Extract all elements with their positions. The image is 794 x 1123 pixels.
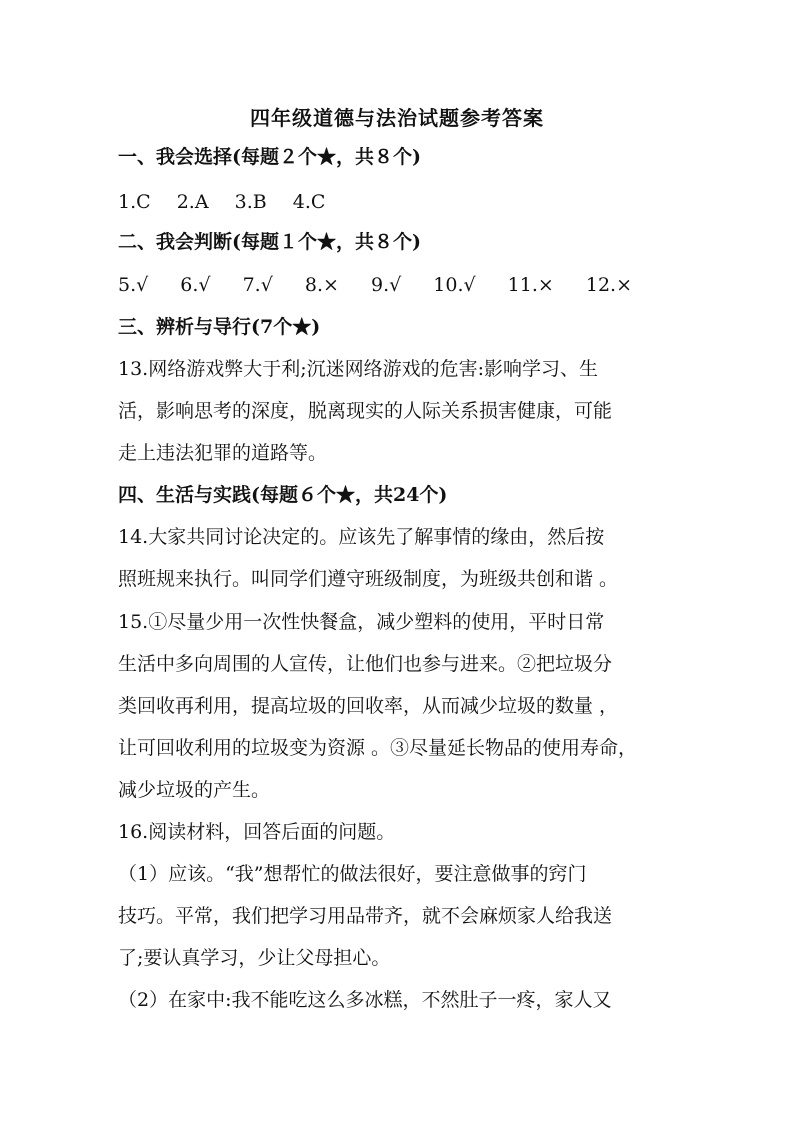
answer-text-line: 照班规来执行。叫同学们遵守班级制度，为班级共创和谐 。: [118, 568, 619, 590]
section-3-heading: 三、辨析与导行(7个★): [118, 316, 321, 338]
answer-item: 7.√: [242, 274, 273, 296]
answer-text-line: 让可回收利用的垃圾变为资源 。③尽量延长物品的使用寿命，: [118, 737, 638, 759]
answer-item: 9.√: [371, 274, 402, 296]
answer-text-line: 14.大家共同讨论决定的。应该先了解事情的缘由，然后按: [118, 526, 605, 548]
answer-item: 2.A: [176, 191, 209, 213]
answer-text-line: 类回收再利用，提高垃圾的回收率，从而减少垃圾的数量 ，: [118, 695, 619, 717]
answer-item: 5.√: [118, 274, 149, 296]
answer-text-line: 16.阅读材料，回答后面的问题。: [118, 821, 396, 843]
answer-text-line: 减少垃圾的产生。: [118, 779, 271, 801]
answer-item: 3.B: [234, 191, 267, 213]
section-2-answers: [118, 273, 678, 297]
page-title: 四年级道德与法治试题参考答案: [250, 106, 544, 130]
answer-item: 10.√: [433, 274, 476, 296]
answer-text-line: 13.网络游戏弊大于利;沉迷网络游戏的危害:影响学习、生: [118, 358, 599, 380]
answer-text-line: 活，影响思考的深度，脱离现实的人际关系损害健康，可能: [118, 400, 613, 422]
section-2-heading: 二、我会判断(每题１个★，共８个): [118, 231, 421, 253]
answer-item: 8.×: [304, 274, 339, 296]
section-1-answers: [118, 190, 678, 214]
answer-item: 6.√: [180, 274, 211, 296]
answer-item: 11.×: [507, 274, 554, 296]
answer-item: 12.×: [585, 274, 632, 296]
answer-text-line: （2）在家中:我不能吃这么多冰糕，不然肚子一疼，家人又: [118, 989, 612, 1011]
answer-text-line: 生活中多向周围的人宣传，让他们也参与进来。②把垃圾分: [118, 653, 613, 675]
answer-text-line: 走上违法犯罪的道路等。: [118, 442, 328, 464]
answer-text-line: （1）应该。“我”想帮忙的做法很好，要注意做事的窍门: [118, 863, 587, 885]
section-1-heading: 一、我会选择(每题２个★，共８个): [118, 146, 421, 168]
answer-item: 4.C: [292, 191, 326, 213]
answer-text-line: 15.①尽量少用一次性快餐盒，减少塑料的使用，平时日常: [118, 611, 605, 633]
answer-item: 1.C: [118, 191, 151, 213]
section-4-heading: 四、生活与实践(每题６个★，共24个): [118, 484, 448, 506]
answer-text-line: 技巧。平常，我们把学习用品带齐，就不会麻烦家人给我送: [118, 905, 613, 927]
answer-text-line: 了;要认真学习，少让父母担心。: [118, 947, 391, 969]
